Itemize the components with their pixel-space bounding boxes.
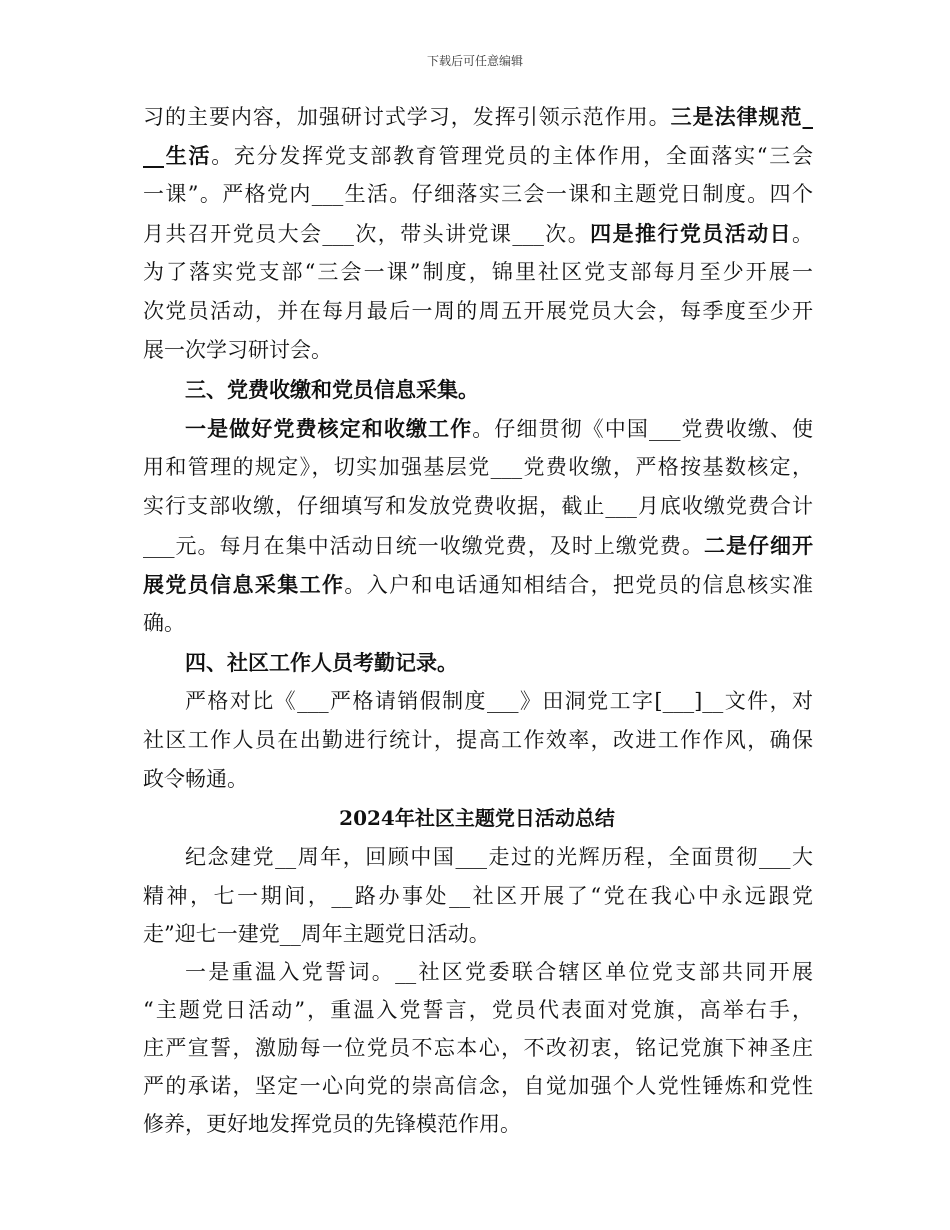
text-line: ___元。每月在集中活动日统一收缴党费，及时上缴党费。二是仔细开 [143,533,814,558]
text-line: 一是重温入党誓词。__社区党委联合辖区单位党支部共同开展 [185,960,813,984]
text-line: 庄严宣誓，激励每一位党员不忘本心，不改初衷，铭记党旗下神圣庄 [143,1036,813,1060]
text-line: 严格对比《___严格请销假制度___》田洞党工字[___]__文件，对 [185,689,813,713]
article-paragraph-2 [143,953,813,1143]
text-line: __生活。充分发挥党支部教育管理党员的主体作用，全面落实“三会 [143,143,814,168]
text-line: 纪念建党__周年，回顾中国___走过的光辉历程，全面贯彻___大 [185,845,813,869]
paragraph-continuation [143,97,813,370]
text-line: 实行支部收缴，仔细填写和发放党费收据，截止___月底收缴党费合计 [143,494,813,518]
document-body [143,97,813,1143]
text-line: 展一次学习研讨会。 [143,338,332,362]
paragraph-fees [143,409,813,643]
text-line: 走”迎七一建党__周年主题党日活动。 [143,922,490,946]
section-heading-fees: 三、党费收缴和党员信息采集。 [185,377,479,402]
text-line: 为了落实党支部“三会一课”制度，锦里社区党支部每月至少开展一 [143,260,813,284]
text-line: “主题党日活动”，重温入党誓言，党员代表面对党旗，高举右手， [143,998,813,1022]
text-line: 确。 [143,611,185,635]
text-line: 一课”。严格党内___生活。仔细落实三会一课和主题党日制度。四个 [143,182,813,206]
article-paragraph-1 [143,838,813,953]
text-line: 政令畅通。 [143,767,248,791]
text-line: 展党员信息采集工作。入户和电话通知相结合，把党员的信息核实准 [143,572,814,597]
text-line: 习的主要内容，加强研讨式学习，发挥引领示范作用。三是法律规范_ [143,104,814,129]
article-title: 2024年社区主题党日活动总结 [339,806,615,830]
text-line: 精神，七一期间，__路办事处__社区开展了“党在我心中永远跟党 [143,884,813,908]
text-line: 用和管理的规定》，切实加强基层党___党费收缴，严格按基数核定， [143,455,813,479]
text-line: 次党员活动，并在每月最后一周的周五开展党员大会，每季度至少开 [143,299,813,323]
text-line: 一是做好党费核定和收缴工作。仔细贯彻《中国___党费收缴、使 [185,416,813,441]
paragraph-attendance [143,682,813,799]
text-line: 月共召开党员大会___次，带头讲党课___次。四是推行党员活动日。 [143,221,814,246]
text-line: 修养，更好地发挥党员的先锋模范作用。 [143,1112,521,1136]
text-line: 社区工作人员在出勤进行统计，提高工作效率，改进工作作风，确保 [143,728,813,752]
text-line: 严的承诺，坚定一心向党的崇高信念，自觉加强个人党性锤炼和党性 [143,1074,813,1098]
section-heading-attendance: 四、社区工作人员考勤记录。 [185,650,458,675]
page-header: 下载后可任意编辑 [426,54,523,68]
